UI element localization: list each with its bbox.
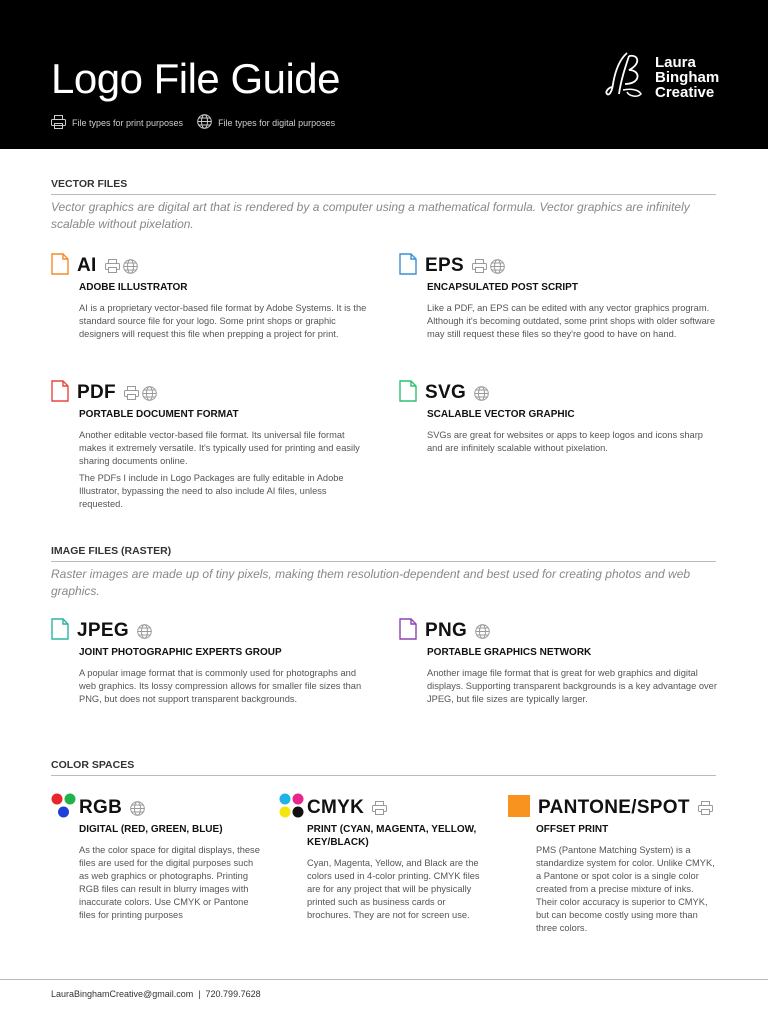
color-space-name: CMYK: [307, 797, 365, 818]
file-icon-teal: [51, 618, 69, 645]
footer-divider: [0, 979, 768, 980]
globe-icon: [474, 386, 489, 401]
color-space-subtitle: PRINT (CYAN, MAGENTA, YELLOW, KEY/BLACK): [307, 824, 477, 848]
globe-icon: [197, 114, 218, 131]
color-space-description: Cyan, Magenta, Yellow, and Black are the colors used in 4-color printing. CMYK files are for any project that will be physically printed such as business cards or brochures. They are not for screen use.: [307, 858, 480, 920]
globe-icon: [123, 259, 138, 274]
file-subtitle: ADOBE ILLUSTRATOR: [79, 282, 188, 293]
printer-icon: [105, 259, 120, 273]
legend-print-label: File types for print purposes: [72, 117, 184, 128]
file-subtitle: JOINT PHOTOGRAPHIC EXPERTS GROUP: [79, 647, 282, 658]
section-desc-raster: Raster images are made up of tiny pixels, making them resolution-dependent and best used for creating photos and web graphics.: [51, 567, 691, 598]
file-name: SVG: [425, 382, 467, 403]
file-icon-red: [51, 380, 69, 407]
file-subtitle: PORTABLE DOCUMENT FORMAT: [79, 409, 239, 420]
legend-digital: [197, 114, 335, 131]
file-icon-green: [399, 380, 417, 407]
file-subtitle: PORTABLE GRAPHICS NETWORK: [427, 647, 592, 658]
page-title: Logo File Guide: [51, 55, 341, 102]
section-heading-raster: IMAGE FILES (RASTER): [51, 545, 716, 562]
file-name: PDF: [77, 382, 116, 403]
file-icon-blue: [399, 253, 417, 280]
color-space-description: As the color space for digital displays, these files are used for the digital purposes such as web graphics or photographs. Printing RGB files can result in blurry images with inaccurate colors. Use CMYK or Pantone files for printing purposes: [79, 845, 260, 920]
section-heading-vector: VECTOR FILES: [51, 178, 716, 195]
file-icon-orange: [51, 253, 69, 280]
globe-icon: [137, 624, 152, 639]
section-desc-vector: Vector graphics are digital art that is rendered by a computer using a mathematical formula. Vector graphics are infinitely scalable without pixelation.: [51, 200, 690, 231]
file-icon-purple: [399, 618, 417, 645]
file-name: PNG: [425, 620, 468, 641]
file-type-jpeg: [51, 618, 371, 706]
rgb-dots-icon: [51, 793, 77, 824]
file-subtitle: ENCAPSULATED POST SCRIPT: [427, 282, 578, 293]
file-description: Another editable vector-based file format. Its universal file format makes it extremely versatile. It's typically used for printing and easily sharing documents online. The PDFs I include in Logo Packages are fully editable in Adobe Illustrator, bypassing the need to also include AI files, unless requested.: [79, 430, 360, 509]
globe-icon: [475, 624, 490, 639]
color-space-rgb: [51, 795, 266, 922]
file-type-png: [399, 618, 719, 706]
printer-icon: [51, 115, 72, 131]
file-description: SVGs are great for websites or apps to keep logos and icons sharp and are infinitely scalable without pixelation.: [427, 430, 703, 453]
brand-line-2: Bingham: [655, 69, 720, 86]
color-space-cmyk: [279, 795, 499, 922]
color-space-pantone: [508, 795, 738, 935]
file-type-pdf: [51, 380, 371, 511]
brand-line-3: Creative: [655, 84, 715, 101]
legend-print: [51, 115, 183, 131]
legend-digital-label: File types for digital purposes: [218, 117, 336, 128]
file-type-ai: [51, 253, 371, 341]
legend: [51, 114, 349, 131]
brand-line-1: Laura: [655, 54, 696, 71]
globe-icon: [142, 386, 157, 401]
pantone-swatch-icon: [508, 795, 530, 822]
file-type-svg: [399, 380, 719, 455]
file-description: Like a PDF, an EPS can be edited with any vector graphics program. Although it's becoming outdated, some print shops with older software may still request these files so they're good to have on hand.: [427, 303, 716, 339]
file-description: A popular image format that is commonly used for photographs and web graphics. Its lossy compression allows for smaller file sizes than PNG, but does not support transparent backgrounds.: [79, 668, 362, 704]
color-space-subtitle: DIGITAL (RED, GREEN, BLUE): [79, 824, 223, 835]
color-space-description: PMS (Pantone Matching System) is a standardize system for color. Unlike CMYK, a Pantone or spot color is a single color created from a precise mixture of inks. Their color accuracy is superior to CMYK, but can become costly using more than three colors.: [536, 845, 715, 933]
file-type-eps: [399, 253, 719, 341]
printer-icon: [372, 801, 387, 815]
color-space-subtitle: OFFSET PRINT: [536, 824, 609, 835]
printer-icon: [124, 386, 139, 400]
file-description: Another image file format that is great for web graphics and digital displays. Supporting transparent backgrounds is a key advantage over JPEG, but file sizes are typically larger.: [427, 668, 717, 704]
file-name: EPS: [425, 255, 464, 276]
globe-icon: [490, 259, 505, 274]
brand-logo: [605, 50, 719, 105]
header-banner: [0, 0, 768, 149]
brand-name: [655, 55, 719, 100]
color-space-name: PANTONE/SPOT: [538, 797, 690, 818]
file-subtitle: SCALABLE VECTOR GRAPHIC: [427, 409, 575, 420]
footer-contact: LauraBinghamCreative@gmail.com | 720.799.7628: [51, 989, 261, 999]
printer-icon: [698, 801, 713, 815]
file-name: AI: [77, 255, 97, 276]
file-description: AI is a proprietary vector-based file format by Adobe Systems. It is the standard source file for your logo. Some print shops or graphic designers will request this file when prepping a project for print.: [79, 303, 367, 339]
section-heading-color: COLOR SPACES: [51, 759, 716, 776]
globe-icon: [130, 801, 145, 816]
monogram-icon: [605, 50, 647, 105]
printer-icon: [472, 259, 487, 273]
color-space-name: RGB: [79, 797, 123, 818]
cmyk-dots-icon: [279, 793, 305, 824]
file-name: JPEG: [77, 620, 129, 641]
